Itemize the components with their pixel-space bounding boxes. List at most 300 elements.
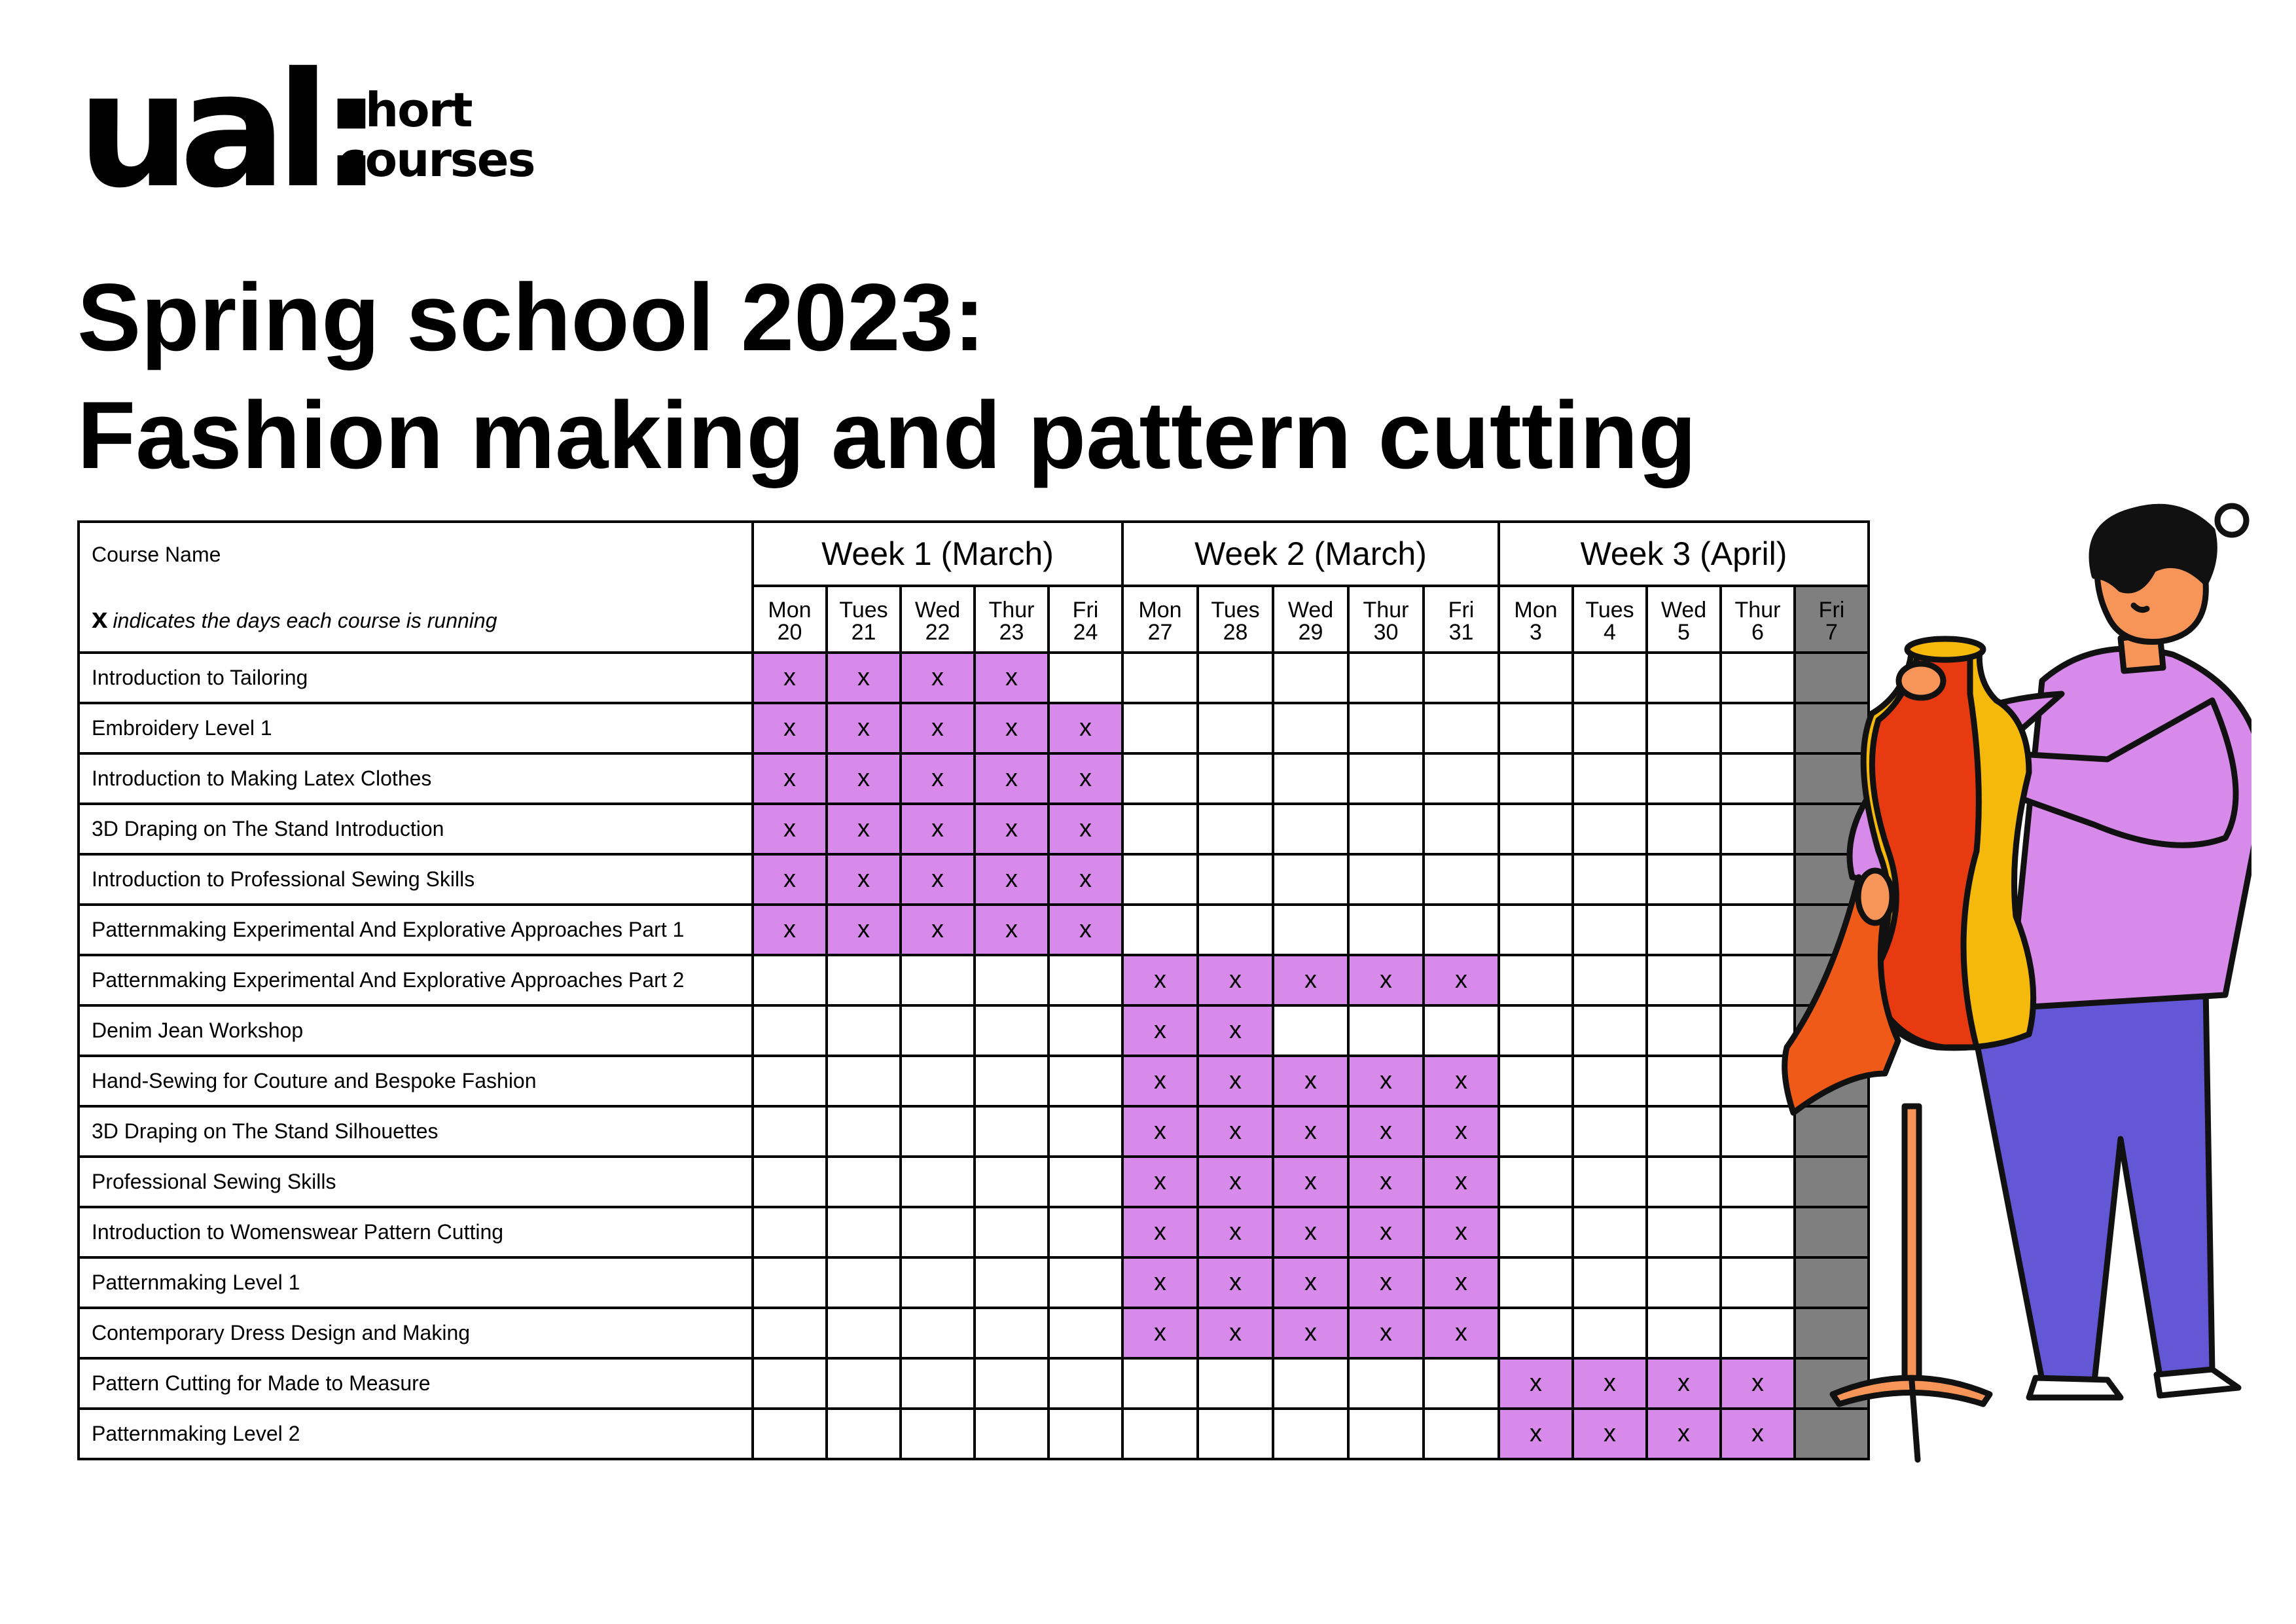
table-row <box>79 1157 1869 1207</box>
empty-day-cell <box>1049 1157 1122 1207</box>
table-row <box>79 753 1869 804</box>
course-name-header: Course Name <box>79 522 753 586</box>
empty-day-cell <box>753 1308 827 1358</box>
course-day-mark: x <box>1573 1358 1647 1409</box>
day-date: 5 <box>1677 620 1690 645</box>
empty-day-cell <box>1273 804 1348 854</box>
course-day-mark: x <box>901 854 975 905</box>
week-1-header: Week 1 (March) <box>753 522 1122 586</box>
course-day-mark: x <box>1273 1207 1348 1257</box>
empty-day-cell <box>1122 653 1198 703</box>
course-day-mark: x <box>975 804 1049 854</box>
day-header <box>1049 586 1122 653</box>
course-day-mark: x <box>901 804 975 854</box>
empty-day-cell <box>901 1358 975 1409</box>
course-day-mark: x <box>753 804 827 854</box>
course-day-mark: x <box>1348 955 1424 1005</box>
empty-day-cell <box>1273 753 1348 804</box>
day-name: Fri <box>1072 598 1099 623</box>
empty-day-cell <box>1348 1005 1424 1056</box>
day-date: 3 <box>1530 620 1542 645</box>
day-header <box>1573 586 1647 653</box>
course-day-mark: x <box>1348 1207 1424 1257</box>
course-day-mark: x <box>827 703 901 753</box>
empty-day-cell <box>753 1056 827 1106</box>
course-day-mark: x <box>1198 1157 1273 1207</box>
course-day-mark: x <box>1499 1409 1573 1459</box>
title-line2: Fashion making and pattern cutting <box>77 382 1697 488</box>
table-row <box>79 1409 1869 1459</box>
day-header <box>1348 586 1424 653</box>
course-name: Introduction to Professional Sewing Skills <box>79 854 753 905</box>
course-name: Patternmaking Level 2 <box>79 1409 753 1459</box>
empty-day-cell <box>1573 1257 1647 1308</box>
empty-day-cell <box>1273 905 1348 955</box>
day-name: Tues <box>1211 598 1260 623</box>
course-name: 3D Draping on The Stand Silhouettes <box>79 1106 753 1157</box>
empty-day-cell <box>753 1358 827 1409</box>
course-name: Patternmaking Experimental And Explorative Approaches Part 1 <box>79 905 753 955</box>
empty-day-cell <box>975 1106 1049 1157</box>
course-day-mark: x <box>827 753 901 804</box>
empty-day-cell <box>901 1005 975 1056</box>
course-day-mark: x <box>1049 905 1122 955</box>
empty-day-cell <box>1499 905 1573 955</box>
logo-text <box>338 82 535 187</box>
empty-day-cell <box>1122 753 1198 804</box>
day-date: 24 <box>1073 620 1098 645</box>
legend-symbol: x <box>92 602 108 634</box>
table-row <box>79 1207 1869 1257</box>
course-day-mark: x <box>1348 1257 1424 1308</box>
day-header <box>1424 586 1499 653</box>
course-day-mark: x <box>1198 955 1273 1005</box>
empty-day-cell <box>1647 854 1721 905</box>
day-header-row <box>79 586 1869 653</box>
empty-day-cell <box>827 1106 901 1157</box>
legend <box>79 586 753 653</box>
course-day-mark: x <box>827 905 901 955</box>
empty-day-cell <box>975 1056 1049 1106</box>
day-name: Wed <box>1660 598 1707 623</box>
course-day-mark: x <box>1198 1308 1273 1358</box>
day-date: 20 <box>777 620 802 645</box>
course-name: Hand-Sewing for Couture and Bespoke Fashion <box>79 1056 753 1106</box>
empty-day-cell <box>1198 804 1273 854</box>
day-name: Thur <box>1363 598 1409 623</box>
empty-day-cell <box>1198 854 1273 905</box>
empty-day-cell <box>1273 653 1348 703</box>
table-row <box>79 804 1869 854</box>
schedule-body <box>79 653 1869 1459</box>
empty-day-cell <box>1049 1056 1122 1106</box>
empty-day-cell <box>1049 955 1122 1005</box>
empty-day-cell <box>1647 804 1721 854</box>
empty-day-cell <box>1424 703 1499 753</box>
day-name: Mon <box>1138 598 1182 623</box>
empty-day-cell <box>1424 653 1499 703</box>
empty-day-cell <box>1499 854 1573 905</box>
day-name: Mon <box>1514 598 1558 623</box>
course-day-mark: x <box>1424 1106 1499 1157</box>
table-row <box>79 1308 1869 1358</box>
course-day-mark: x <box>1273 1157 1348 1207</box>
empty-day-cell <box>827 1308 901 1358</box>
empty-day-cell <box>1348 905 1424 955</box>
empty-day-cell <box>827 1207 901 1257</box>
empty-day-cell <box>1198 653 1273 703</box>
empty-day-cell <box>1499 804 1573 854</box>
empty-day-cell <box>1348 854 1424 905</box>
day-header <box>753 586 827 653</box>
course-day-mark: x <box>1198 1056 1273 1106</box>
empty-day-cell <box>1424 854 1499 905</box>
empty-day-cell <box>1348 653 1424 703</box>
empty-day-cell <box>1499 955 1573 1005</box>
empty-day-cell <box>1573 753 1647 804</box>
empty-day-cell <box>1122 854 1198 905</box>
course-day-mark: x <box>1122 1056 1198 1106</box>
course-day-mark: x <box>975 753 1049 804</box>
course-day-mark: x <box>753 653 827 703</box>
empty-day-cell <box>975 1358 1049 1409</box>
course-day-mark: x <box>1122 1207 1198 1257</box>
course-name: Contemporary Dress Design and Making <box>79 1308 753 1358</box>
empty-day-cell <box>1348 753 1424 804</box>
empty-day-cell <box>1499 1308 1573 1358</box>
empty-day-cell <box>1198 753 1273 804</box>
empty-day-cell <box>1573 1106 1647 1157</box>
course-day-mark: x <box>1122 1005 1198 1056</box>
empty-day-cell <box>753 1409 827 1459</box>
day-header <box>1499 586 1573 653</box>
course-day-mark: x <box>753 753 827 804</box>
empty-day-cell <box>901 955 975 1005</box>
course-day-mark: x <box>1647 1358 1721 1409</box>
course-day-mark: x <box>1049 854 1122 905</box>
day-date: 7 <box>1825 620 1838 645</box>
course-day-mark: x <box>1348 1056 1424 1106</box>
empty-day-cell <box>975 1257 1049 1308</box>
empty-day-cell <box>753 1257 827 1308</box>
course-name: Introduction to Womenswear Pattern Cutting <box>79 1207 753 1257</box>
course-name: Denim Jean Workshop <box>79 1005 753 1056</box>
empty-day-cell <box>901 1106 975 1157</box>
day-date: 23 <box>999 620 1024 645</box>
empty-day-cell <box>1499 1056 1573 1106</box>
empty-day-cell <box>1049 1005 1122 1056</box>
empty-day-cell <box>827 1257 901 1308</box>
empty-day-cell <box>1348 703 1424 753</box>
empty-day-cell <box>1049 653 1122 703</box>
course-name: Professional Sewing Skills <box>79 1157 753 1207</box>
table-row <box>79 1257 1869 1308</box>
empty-day-cell <box>1499 753 1573 804</box>
table-row <box>79 1106 1869 1157</box>
day-header <box>1122 586 1198 653</box>
day-header <box>827 586 901 653</box>
empty-day-cell <box>1122 703 1198 753</box>
week-2-header: Week 2 (March) <box>1122 522 1499 586</box>
day-name: Wed <box>914 598 961 623</box>
empty-day-cell <box>827 1409 901 1459</box>
empty-day-cell <box>827 955 901 1005</box>
day-date: 6 <box>1751 620 1764 645</box>
empty-day-cell <box>1573 955 1647 1005</box>
course-day-mark: x <box>1348 1308 1424 1358</box>
empty-day-cell <box>1647 955 1721 1005</box>
empty-day-cell <box>1647 1308 1721 1358</box>
table-row <box>79 653 1869 703</box>
day-name: Tues <box>839 598 888 623</box>
table-row <box>79 854 1869 905</box>
empty-day-cell <box>1647 1257 1721 1308</box>
course-day-mark: x <box>1049 703 1122 753</box>
course-day-mark: x <box>1122 1257 1198 1308</box>
empty-day-cell <box>1573 1308 1647 1358</box>
empty-day-cell <box>827 1358 901 1409</box>
day-header <box>1273 586 1348 653</box>
empty-day-cell <box>1499 1106 1573 1157</box>
course-day-mark: x <box>901 753 975 804</box>
course-day-mark: x <box>1424 1257 1499 1308</box>
empty-day-cell <box>1647 1157 1721 1207</box>
course-day-mark: x <box>1424 1157 1499 1207</box>
table-row <box>79 905 1869 955</box>
empty-day-cell <box>975 1157 1049 1207</box>
day-name: Tues <box>1585 598 1634 623</box>
day-name: Thur <box>1734 598 1781 623</box>
empty-day-cell <box>1499 1207 1573 1257</box>
course-day-mark: x <box>901 703 975 753</box>
course-day-mark: x <box>753 854 827 905</box>
course-day-mark: x <box>1647 1409 1721 1459</box>
empty-day-cell <box>1499 1257 1573 1308</box>
week-3-header: Week 3 (April) <box>1499 522 1869 586</box>
empty-day-cell <box>901 1257 975 1308</box>
empty-day-cell <box>1499 1157 1573 1207</box>
empty-day-cell <box>975 1409 1049 1459</box>
empty-day-cell <box>753 955 827 1005</box>
course-day-mark: x <box>827 653 901 703</box>
legend-text: indicates the days each course is running <box>113 609 497 632</box>
empty-day-cell <box>1499 1005 1573 1056</box>
course-day-mark: x <box>1721 1358 1795 1409</box>
course-day-mark: x <box>1348 1157 1424 1207</box>
empty-day-cell <box>1424 905 1499 955</box>
empty-day-cell <box>1273 1358 1348 1409</box>
empty-day-cell <box>753 1106 827 1157</box>
course-name: 3D Draping on The Stand Introduction <box>79 804 753 854</box>
empty-day-cell <box>1573 1005 1647 1056</box>
course-day-mark: x <box>1273 1257 1348 1308</box>
course-day-mark: x <box>975 905 1049 955</box>
empty-day-cell <box>1049 1106 1122 1157</box>
empty-day-cell <box>901 1409 975 1459</box>
logo-mark: ual: <box>77 39 373 223</box>
table-row <box>79 1056 1869 1106</box>
empty-day-cell <box>901 1056 975 1106</box>
empty-day-cell <box>753 1157 827 1207</box>
dressmaker-with-mannequin-icon <box>1754 484 2251 1486</box>
course-name: Embroidery Level 1 <box>79 703 753 753</box>
course-name: Introduction to Tailoring <box>79 653 753 703</box>
course-day-mark: x <box>1424 955 1499 1005</box>
empty-day-cell <box>1198 1409 1273 1459</box>
day-header <box>975 586 1049 653</box>
day-header <box>1198 586 1273 653</box>
empty-day-cell <box>1198 1358 1273 1409</box>
schedule-table <box>77 520 1870 1460</box>
empty-day-cell <box>901 1207 975 1257</box>
empty-day-cell <box>901 1308 975 1358</box>
day-name: Thur <box>988 598 1035 623</box>
empty-day-cell <box>1573 854 1647 905</box>
empty-day-cell <box>1424 753 1499 804</box>
empty-day-cell <box>1122 905 1198 955</box>
empty-day-cell <box>1049 1308 1122 1358</box>
day-date: 27 <box>1147 620 1173 645</box>
page-title <box>77 259 1696 494</box>
empty-day-cell <box>753 1207 827 1257</box>
table-row <box>79 703 1869 753</box>
empty-day-cell <box>1573 1207 1647 1257</box>
course-day-mark: x <box>827 854 901 905</box>
empty-day-cell <box>827 1005 901 1056</box>
course-day-mark: x <box>975 854 1049 905</box>
course-day-mark: x <box>901 905 975 955</box>
course-day-mark: x <box>1424 1056 1499 1106</box>
empty-day-cell <box>975 1207 1049 1257</box>
empty-day-cell <box>1198 905 1273 955</box>
empty-day-cell <box>1573 1056 1647 1106</box>
empty-day-cell <box>1348 804 1424 854</box>
table-row <box>79 1358 1869 1409</box>
empty-day-cell <box>1348 1358 1424 1409</box>
course-day-mark: x <box>1424 1207 1499 1257</box>
empty-day-cell <box>1573 1157 1647 1207</box>
empty-day-cell <box>1647 1056 1721 1106</box>
course-name: Pattern Cutting for Made to Measure <box>79 1358 753 1409</box>
empty-day-cell <box>1647 905 1721 955</box>
empty-day-cell <box>1273 1409 1348 1459</box>
course-day-mark: x <box>901 653 975 703</box>
day-name: Wed <box>1287 598 1334 623</box>
empty-day-cell <box>753 1005 827 1056</box>
day-name: Fri <box>1448 598 1475 623</box>
empty-day-cell <box>1499 703 1573 753</box>
empty-day-cell <box>827 1056 901 1106</box>
empty-day-cell <box>1049 1409 1122 1459</box>
course-day-mark: x <box>1573 1409 1647 1459</box>
course-day-mark: x <box>753 703 827 753</box>
empty-day-cell <box>1647 1207 1721 1257</box>
empty-day-cell <box>1122 804 1198 854</box>
empty-day-cell <box>1573 653 1647 703</box>
course-day-mark: x <box>1348 1106 1424 1157</box>
course-day-mark: x <box>1198 1106 1273 1157</box>
course-day-mark: x <box>1424 1308 1499 1358</box>
course-day-mark: x <box>1273 1056 1348 1106</box>
empty-day-cell <box>1424 1005 1499 1056</box>
empty-day-cell <box>1273 854 1348 905</box>
course-day-mark: x <box>1721 1409 1795 1459</box>
course-day-mark: x <box>1122 1106 1198 1157</box>
title-line1: Spring school 2023: <box>77 264 986 370</box>
empty-day-cell <box>1424 1409 1499 1459</box>
empty-day-cell <box>1049 1257 1122 1308</box>
course-day-mark: x <box>1122 1157 1198 1207</box>
course-day-mark: x <box>975 653 1049 703</box>
course-day-mark: x <box>1198 1207 1273 1257</box>
empty-day-cell <box>1573 804 1647 854</box>
empty-day-cell <box>1499 653 1573 703</box>
course-day-mark: x <box>1273 955 1348 1005</box>
empty-day-cell <box>1049 1358 1122 1409</box>
course-day-mark: x <box>827 804 901 854</box>
day-date: 4 <box>1604 620 1616 645</box>
empty-day-cell <box>1273 703 1348 753</box>
day-date: 29 <box>1298 620 1323 645</box>
empty-day-cell <box>1647 1005 1721 1056</box>
table-row <box>79 1005 1869 1056</box>
course-name: Patternmaking Experimental And Explorative Approaches Part 2 <box>79 955 753 1005</box>
day-date: 22 <box>925 620 950 645</box>
course-day-mark: x <box>1122 955 1198 1005</box>
empty-day-cell <box>975 1308 1049 1358</box>
course-day-mark: x <box>753 905 827 955</box>
empty-day-cell <box>1647 753 1721 804</box>
logo-text-line2: courses <box>338 132 535 187</box>
day-date: 31 <box>1448 620 1474 645</box>
course-day-mark: x <box>1273 1308 1348 1358</box>
day-date: 30 <box>1373 620 1399 645</box>
course-day-mark: x <box>1499 1358 1573 1409</box>
empty-day-cell <box>1424 1358 1499 1409</box>
empty-day-cell <box>1273 1005 1348 1056</box>
course-day-mark: x <box>1198 1257 1273 1308</box>
empty-day-cell <box>827 1157 901 1207</box>
empty-day-cell <box>1573 905 1647 955</box>
empty-day-cell <box>1647 653 1721 703</box>
day-header <box>1647 586 1721 653</box>
empty-day-cell <box>901 1157 975 1207</box>
empty-day-cell <box>1424 804 1499 854</box>
empty-day-cell <box>1647 1106 1721 1157</box>
week-header-row <box>79 522 1869 586</box>
empty-day-cell <box>1573 703 1647 753</box>
day-header <box>901 586 975 653</box>
course-day-mark: x <box>1049 804 1122 854</box>
day-name: Fri <box>1818 598 1845 623</box>
course-name: Introduction to Making Latex Clothes <box>79 753 753 804</box>
course-day-mark: x <box>1049 753 1122 804</box>
table-row <box>79 955 1869 1005</box>
empty-day-cell <box>1122 1358 1198 1409</box>
course-day-mark: x <box>1122 1308 1198 1358</box>
course-name: Patternmaking Level 1 <box>79 1257 753 1308</box>
course-day-mark: x <box>975 703 1049 753</box>
empty-day-cell <box>1122 1409 1198 1459</box>
course-day-mark: x <box>1273 1106 1348 1157</box>
course-day-mark: x <box>1198 1005 1273 1056</box>
empty-day-cell <box>1198 703 1273 753</box>
day-date: 28 <box>1223 620 1248 645</box>
day-date: 21 <box>851 620 876 645</box>
logo-text-line1: short <box>338 82 472 137</box>
empty-day-cell <box>975 1005 1049 1056</box>
empty-day-cell <box>975 955 1049 1005</box>
